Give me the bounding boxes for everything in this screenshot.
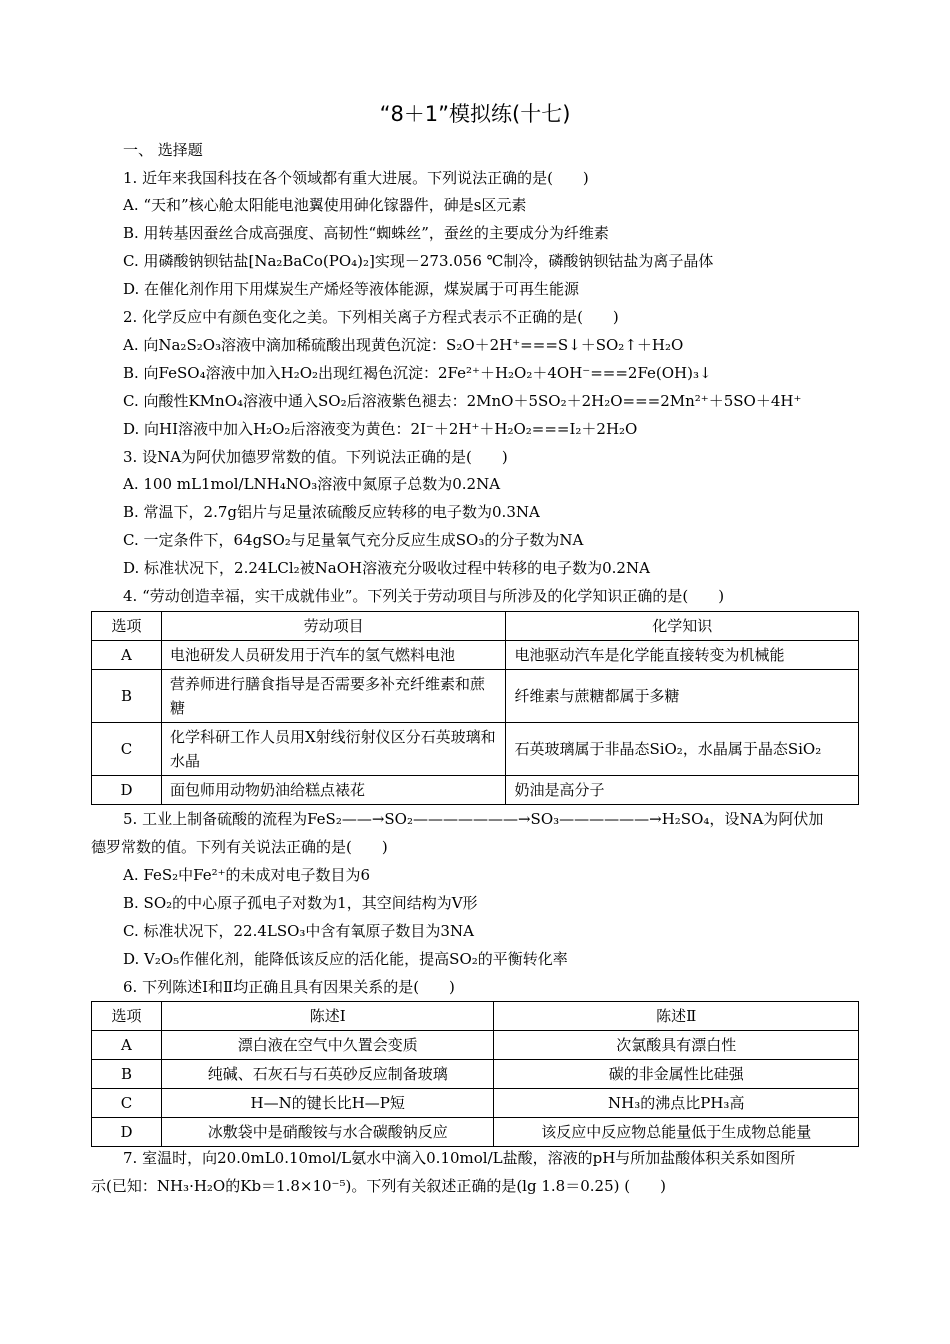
table-row [92,670,859,723]
table-cell: 次氯酸具有漂白性 [494,1031,859,1060]
q5-option-d: D. V₂O₅作催化剂，能降低该反应的活化能，提高SO₂的平衡转化率 [123,950,568,968]
q6-stem: 6. 下列陈述Ⅰ和Ⅱ均正确且具有因果关系的是( ) [123,978,455,996]
q5-option-b: B. SO₂的中心原子孤电子对数为1，其空间结构为V形 [123,894,478,912]
table-cell: 该反应中反应物总能量低于生成物总能量 [494,1118,859,1147]
q2-option-b: B. 向FeSO₄溶液中加入H₂O₂出现红褐色沉淀：2Fe²⁺＋H₂O₂＋4OH⁻===2Fe(OH)₃↓ [123,364,712,382]
table-row [92,1089,859,1118]
table-row [92,641,859,670]
table-cell: 冰敷袋中是硝酸铵与水合碳酸钠反应 [161,1118,494,1147]
q5-option-c: C. 标准状况下，22.4LSO₃中含有氧原子数目为3NA [123,922,474,940]
q6-table [91,1001,859,1147]
table-row [92,1118,859,1147]
q1-option-b: B. 用转基因蚕丝合成高强度、高韧性“蜘蛛丝”，蚕丝的主要成分为纤维素 [123,224,609,242]
table-cell: A [92,1031,162,1060]
q3-option-b: B. 常温下，2.7g铝片与足量浓硫酸反应转移的电子数为0.3NA [123,503,540,521]
table-header-cell: 选项 [92,1002,162,1031]
table-row [92,1060,859,1089]
table-cell: C [92,723,162,776]
table-cell: 石英玻璃属于非晶态SiO₂，水晶属于晶态SiO₂ [506,723,859,776]
table-cell: D [92,776,162,805]
table-cell: 漂白液在空气中久置会变质 [161,1031,494,1060]
table-header-cell: 选项 [92,612,162,641]
q1-option-c: C. 用磷酸钠钡钴盐[Na₂BaCo(PO₄)₂]实现－273.056 ℃制冷，磷酸钠钡钴盐为离子晶体 [123,252,714,270]
q4-table [91,611,859,805]
table-cell: 电池驱动汽车是化学能直接转变为机械能 [506,641,859,670]
table-header-cell: 劳动项目 [161,612,506,641]
q7-stem-line2: 示(已知：NH₃·H₂O的Kb＝1.8×10⁻⁵)。下列有关叙述正确的是(lg 1.8＝0.25) ( ) [91,1177,666,1195]
table-cell: 纤维素与蔗糖都属于多糖 [506,670,859,723]
table-header-row [92,612,859,641]
q2-stem: 2. 化学反应中有颜色变化之美。下列相关离子方程式表示不正确的是( ) [123,308,619,326]
table-cell: B [92,670,162,723]
table-cell: H—N的键长比H—P短 [161,1089,494,1118]
table-cell: 奶油是高分子 [506,776,859,805]
q2-option-c: C. 向酸性KMnO₄溶液中通入SO₂后溶液紫色褪去：2MnO＋5SO₂＋2H₂O===2Mn²⁺＋5SO＋4H⁺ [123,392,802,410]
page-title: “8＋1”模拟练(十七) [379,102,571,126]
table-cell: 营养师进行膳食指导是否需要多补充纤维素和蔗糖 [161,670,506,723]
q2-option-a: A. 向Na₂S₂O₃溶液中滴加稀硫酸出现黄色沉淀：S₂O＋2H⁺===S↓＋SO₂↑＋H₂O [123,336,684,354]
table-row [92,723,859,776]
table-row [92,776,859,805]
table-cell: NH₃的沸点比PH₃高 [494,1089,859,1118]
table-cell: 面包师用动物奶油给糕点裱花 [161,776,506,805]
q5-stem-line1: 5. 工业上制备硫酸的流程为FeS₂——→SO₂———————→SO₃——————→H₂SO₄，设NA为阿伏加 [123,810,824,828]
table-cell: 碳的非金属性比硅强 [494,1060,859,1089]
table-cell: 电池研发人员研发用于汽车的氢气燃料电池 [161,641,506,670]
table-cell: C [92,1089,162,1118]
q1-stem: 1. 近年来我国科技在各个领域都有重大进展。下列说法正确的是( ) [123,169,589,187]
q3-stem: 3. 设NA为阿伏加德罗常数的值。下列说法正确的是( ) [123,448,508,466]
table-row [92,1031,859,1060]
q1-option-a: A. “天和”核心舱太阳能电池翼使用砷化镓器件，砷是s区元素 [123,196,527,214]
table-header-cell: 陈述Ⅱ [494,1002,859,1031]
table-cell: D [92,1118,162,1147]
q2-option-d: D. 向HI溶液中加入H₂O₂后溶液变为黄色：2I⁻＋2H⁺＋H₂O₂===I₂＋2H₂O [123,420,638,438]
table-cell: 化学科研工作人员用X射线衍射仪区分石英玻璃和水晶 [161,723,506,776]
q3-option-d: D. 标准状况下，2.24LCl₂被NaOH溶液充分吸收过程中转移的电子数为0.2NA [123,559,650,577]
table-header-cell: 陈述Ⅰ [161,1002,494,1031]
q3-option-a: A. 100 mL1mol/LNH₄NO₃溶液中氮原子总数为0.2NA [123,475,501,493]
q4-stem: 4. “劳动创造幸福，实干成就伟业”。下列关于劳动项目与所涉及的化学知识正确的是( ) [123,587,725,605]
table-header-cell: 化学知识 [506,612,859,641]
q3-option-c: C. 一定条件下，64gSO₂与足量氧气充分反应生成SO₃的分子数为NA [123,531,584,549]
table-header-row [92,1002,859,1031]
table-cell: 纯碱、石灰石与石英砂反应制备玻璃 [161,1060,494,1089]
q5-option-a: A. FeS₂中Fe²⁺的未成对电子数目为6 [123,866,371,884]
table-cell: B [92,1060,162,1089]
q1-option-d: D. 在催化剂作用下用煤炭生产烯烃等液体能源，煤炭属于可再生能源 [123,280,580,298]
section-heading: 一、 选择题 [123,141,203,159]
table-cell: A [92,641,162,670]
q7-stem-line1: 7. 室温时，向20.0mL0.10mol/L氨水中滴入0.10mol/L盐酸，溶液的pH与所加盐酸体积关系如图所 [123,1149,796,1167]
q5-stem-line2: 德罗常数的值。下列有关说法正确的是( ) [91,838,388,856]
